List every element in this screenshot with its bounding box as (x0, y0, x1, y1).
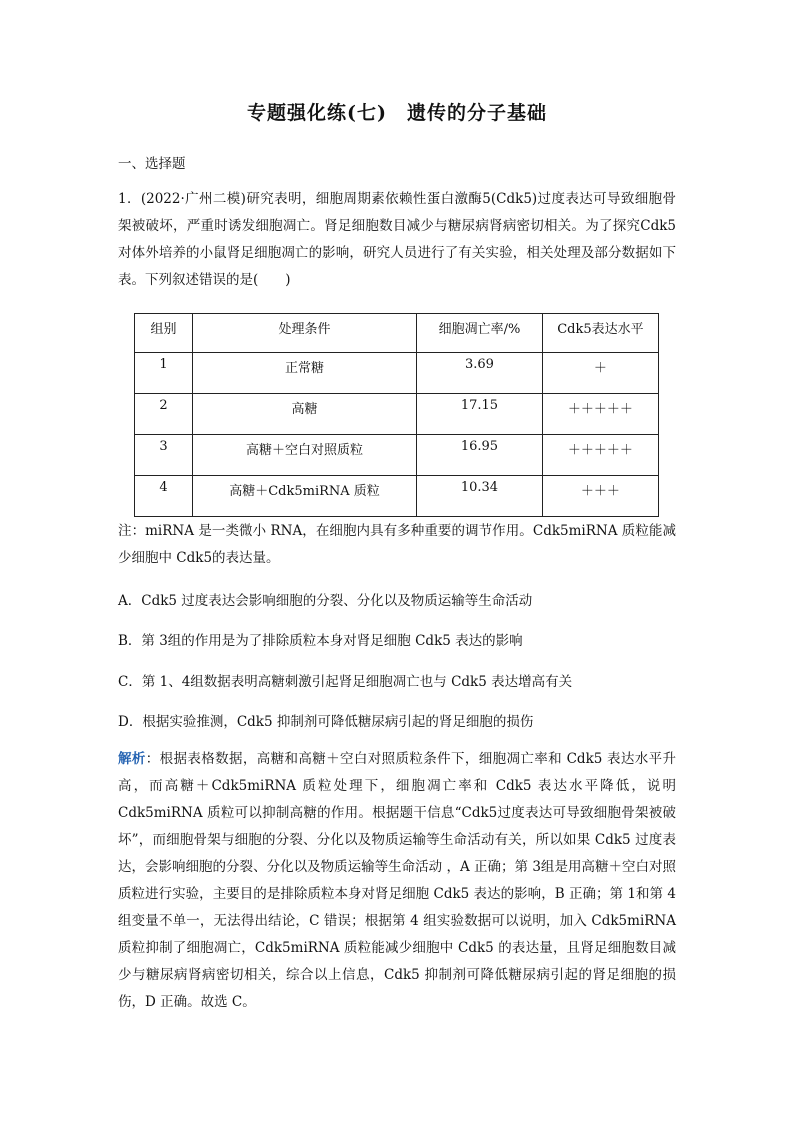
table-cell: 高糖 (192, 394, 416, 435)
table-cell: 3.69 (417, 353, 543, 394)
table-row (135, 353, 659, 394)
table-header-row (135, 314, 659, 353)
table-row (135, 394, 659, 435)
table-cell: ＋＋＋ (542, 476, 658, 517)
explanation-text: ：根据表格数据，高糖和高糖＋空白对照质粒条件下，细胞凋亡率和 Cdk5 表达水平升高，而高糖＋Cdk5miRNA 质粒处理下，细胞凋亡率和 Cdk5 表达水平降低，说明 Cdk5miRNA 质粒可以抑制高糖的作用。根据题干信息“Cdk5过度表达可导致细胞骨架被破坏”，而细胞骨架与细胞的分裂、分化以及物质运输等生命活动有关，所以如果 Cdk5 过度表达，会影响细胞的分裂、分化以及物质运输等生命活动 ，A 正确；第 3组是用高糖＋空白对照质粒进行实验，主要目的是排除质粒本身对肾足细胞 Cdk5 表达的影响，B 正确；第 1和第 4 组变量不单一，无法得出结论，C 错误；根据第 4 组实验数据可以说明，加入 Cdk5miRNA 质粒抑制了细胞凋亡，Cdk5miRNA 质粒能减少细胞中 Cdk5 的表达量，且肾足细胞数目减少与糖尿病肾病密切相关，综合以上信息，Cdk5 抑制剂可降低糖尿病引起的肾足细胞的损伤，D 正确。故选 C。 (118, 751, 676, 1010)
table-cell: 高糖＋空白对照质粒 (192, 435, 416, 476)
table-cell: 高糖＋Cdk5miRNA 质粒 (192, 476, 416, 517)
option-a: A．Cdk5 过度表达会影响细胞的分裂、分化以及物质运输等生命活动 (118, 593, 533, 609)
table-cell: ＋＋＋＋＋ (542, 394, 658, 435)
table-cell: 2 (135, 394, 193, 435)
table-cell: 正常糖 (192, 353, 416, 394)
table-cell: 1 (135, 353, 193, 394)
question-stem: 1．(2022·广州二模)研究表明，细胞周期素依赖性蛋白激酶5(Cdk5)过度表达可导致细胞骨架被破坏，严重时诱发细胞凋亡。肾足细胞数目减少与糖尿病肾病密切相关。为了探究Cdk5对体外培养的小鼠肾足细胞凋亡的影响，研究人员进行了有关实验，相关处理及部分数据如下表。下列叙述错误的是( ) (118, 191, 676, 288)
explanation-label: 解析 (118, 751, 146, 767)
section-heading: 一、选择题 (118, 156, 186, 172)
explanation (118, 746, 676, 1016)
table-row (135, 476, 659, 517)
table-cell: 4 (135, 476, 193, 517)
table-cell: 17.15 (417, 394, 543, 435)
option-c: C．第 1、4组数据表明高糖刺激引起肾足细胞凋亡也与 Cdk5 表达增高有关 (118, 674, 573, 690)
table-note: 注：miRNA 是一类微小 RNA，在细胞内具有多种重要的调节作用。Cdk5miRNA 质粒能减少细胞中 Cdk5的表达量。 (118, 523, 676, 566)
data-table (134, 313, 659, 517)
table-cell: 10.34 (417, 476, 543, 517)
table-header-cell: 细胞凋亡率/% (417, 314, 543, 353)
option-b: B．第 3组的作用是为了排除质粒本身对肾足细胞 Cdk5 表达的影响 (118, 633, 523, 649)
table-cell: ＋＋＋＋＋ (542, 435, 658, 476)
table-header-cell: Cdk5表达水平 (542, 314, 658, 353)
option-d: D．根据实验推测，Cdk5 抑制剂可降低糖尿病引起的肾足细胞的损伤 (118, 714, 534, 730)
table-header-cell: 处理条件 (192, 314, 416, 353)
page-title: 专题强化练(七) 遗传的分子基础 (247, 102, 547, 124)
table-cell: 16.95 (417, 435, 543, 476)
table-header-cell: 组别 (135, 314, 193, 353)
table-cell: ＋ (542, 353, 658, 394)
table-cell: 3 (135, 435, 193, 476)
table-row (135, 435, 659, 476)
